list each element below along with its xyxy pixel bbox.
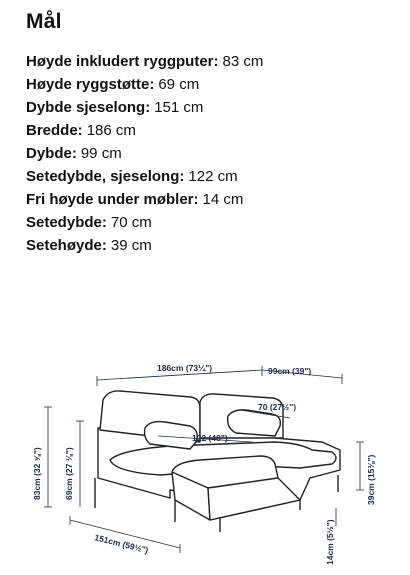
chaise-depth-label: 151cm (59½") [93,532,150,556]
chaise-seat-depth-label: 122 (48") [192,433,228,443]
spec-row [26,75,263,98]
spec-value: 70 cm [110,214,152,231]
spec-value: 99 cm [80,145,122,162]
dimension-list [26,52,263,259]
spec-value: 83 cm [222,53,264,70]
depth-label: 99cm (39") [268,366,312,376]
clearance-label: 14cm (5½") [325,519,335,565]
sofa-dimension-diagram [0,350,410,575]
spec-label: Bredde: [26,122,83,139]
spec-row [26,144,263,167]
spec-label: Dybde: [26,145,77,162]
spec-label: Fri høyde under møbler: [26,191,199,208]
back-cushion [228,410,281,436]
seat-height-label: 39cm (15⅜") [366,454,376,505]
spec-value: 39 cm [110,237,152,254]
seat-depth-label: 70 (27½") [258,402,297,412]
back-cushion [145,422,198,449]
spec-label: Høyde inkludert ryggputer: [26,53,219,70]
spec-row [26,52,263,75]
spec-label: Dybde sjeselong: [26,99,151,116]
spec-row [26,213,263,236]
spec-row [26,190,263,213]
spec-label: Setehøyde: [26,237,107,254]
spec-value: 69 cm [158,76,200,93]
spec-value: 14 cm [202,191,244,208]
width-label: 186cm (73¼") [157,363,213,373]
spec-label: Setedybde, sjeselong: [26,168,185,185]
page-title: Mål [26,10,62,33]
spec-value: 151 cm [154,99,204,116]
spec-row [26,236,263,259]
spec-row [26,121,263,144]
total-height-label: 83cm (32 ⅝") [32,447,42,500]
back-height-label: 69cm (27 ⅛") [64,447,74,500]
sofa-illustration [95,391,340,532]
spec-value: 122 cm [188,168,238,185]
spec-label: Høyde ryggstøtte: [26,76,155,93]
spec-value: 186 cm [86,122,136,139]
spec-row [26,98,263,121]
spec-row [26,167,263,190]
spec-label: Setedybde: [26,214,107,231]
